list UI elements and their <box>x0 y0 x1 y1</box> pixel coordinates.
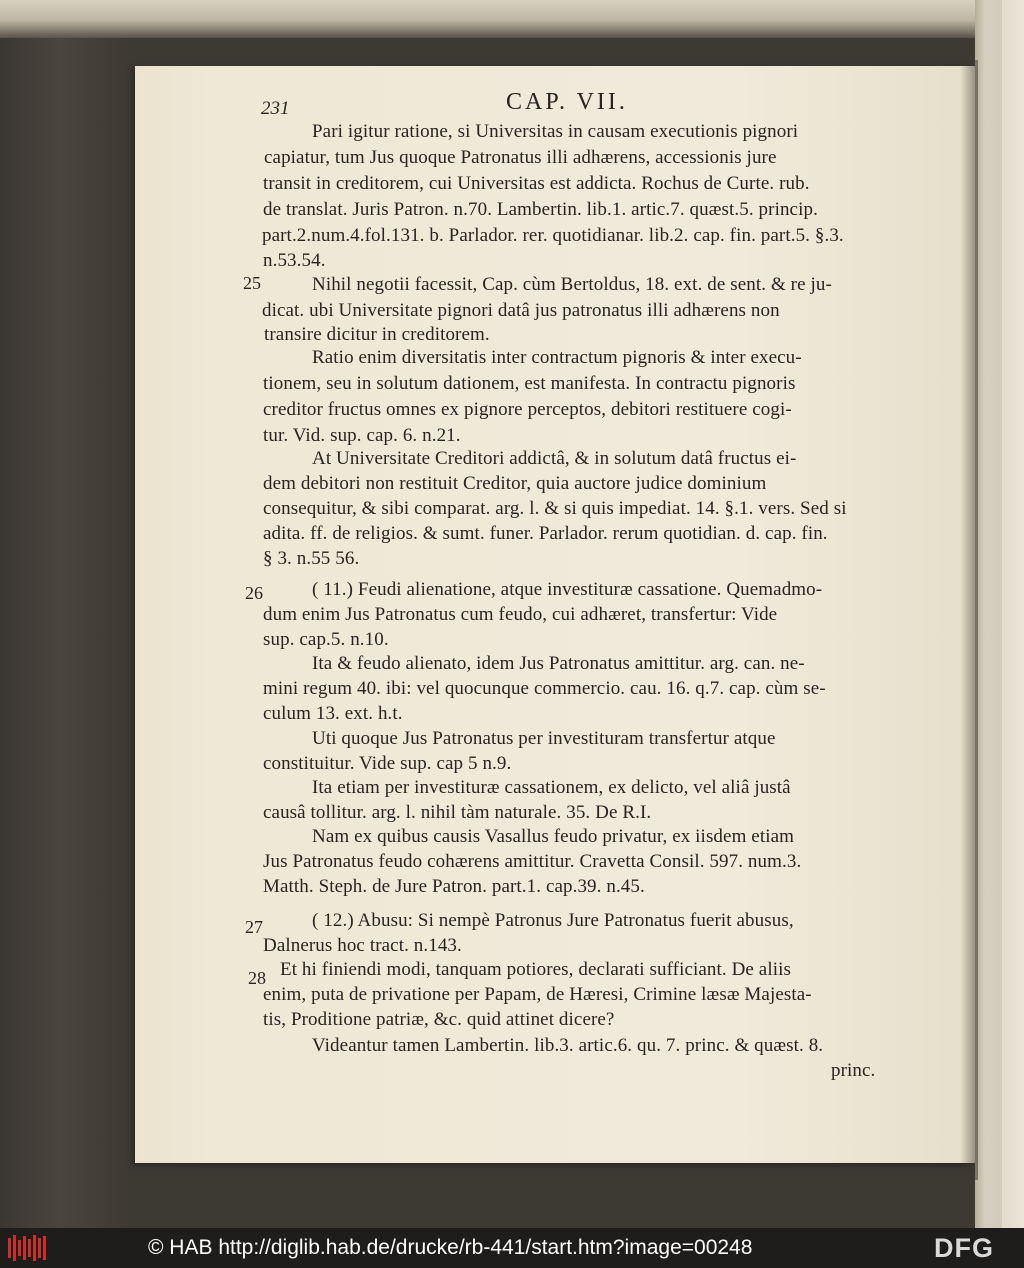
text-line: transire dicitur in creditorem. <box>264 324 490 345</box>
text-line: Matth. Steph. de Jure Patron. part.1. cap.39. n.45. <box>263 876 645 897</box>
page-gutter-shadow <box>960 60 978 1180</box>
text-line: Ita & feudo alienato, idem Jus Patronatus amittitur. arg. can. ne- <box>312 653 805 674</box>
text-line: creditor fructus omnes ex pignore perceptos, debitori restituere cogi- <box>263 399 792 420</box>
text-line: ( 12.) Abusu: Si nempè Patronus Jure Patronatus fuerit abusus, <box>312 910 794 931</box>
text-line: tionem, seu in solutum dationem, est manifesta. In contractu pignoris <box>263 373 796 394</box>
dfg-logo: DFG <box>934 1233 994 1263</box>
text-line: Uti quoque Jus Patronatus per investituram transfertur atque <box>312 728 776 749</box>
text-line: Nihil negotii facessit, Cap. cùm Bertoldus, 18. ext. de sent. & re ju- <box>312 274 832 295</box>
text-line: dicat. ubi Universitate pignori datâ jus patronatus illi adhærens non <box>262 300 780 321</box>
text-line: ( 11.) Feudi alienatione, atque investituræ cassatione. Quemadmo- <box>312 579 823 600</box>
margin-number: 26 <box>245 583 263 603</box>
text-line: dum enim Jus Patronatus cum feudo, cui adhæret, transfertur: Vide <box>263 604 778 625</box>
text-line: capiatur, tum Jus quoque Patronatus illi adhærens, accessionis jure <box>264 147 777 168</box>
hab-logo-icon <box>8 1235 48 1261</box>
copyright-url[interactable]: © HAB http://diglib.hab.de/drucke/rb-441/start.htm?image=00248 <box>148 1236 753 1259</box>
footer-bar <box>0 1228 1024 1268</box>
page-number: 231 <box>261 98 290 119</box>
text-line: At Universitate Creditori addictâ, & in solutum datâ fructus ei- <box>312 448 797 469</box>
text-line: culum 13. ext. h.t. <box>263 703 403 724</box>
text-line: consequitur, & sibi comparat. arg. l. & si quis impediat. 14. §.1. vers. Sed si <box>263 498 847 519</box>
text-line: Nam ex quibus causis Vasallus feudo privatur, ex iisdem etiam <box>312 826 794 847</box>
text-line: Dalnerus hoc tract. n.143. <box>263 935 462 956</box>
text-line: sup. cap.5. n.10. <box>263 629 389 650</box>
text-line: mini regum 40. ibi: vel quocunque commercio. cau. 16. q.7. cap. cùm se- <box>263 678 826 699</box>
margin-number: 25 <box>243 273 261 293</box>
text-line: enim, puta de privatione per Papam, de Hæresi, Crimine læsæ Majesta- <box>263 984 812 1005</box>
text-line: Pari igitur ratione, si Universitas in causam executionis pignori <box>312 121 799 142</box>
text-line: dem debitori non restituit Creditor, quia auctore judice dominium <box>263 473 767 494</box>
margin-number: 28 <box>248 968 266 988</box>
scan-top-edge <box>0 0 1024 38</box>
text-line: tis, Proditione patriæ, &c. quid attinet dicere? <box>263 1009 615 1030</box>
text-line: Jus Patronatus feudo cohærens amittitur. Cravetta Consil. 597. num.3. <box>263 851 802 872</box>
text-line: § 3. n.55 56. <box>263 548 360 569</box>
text-line: n.53.54. <box>263 250 326 271</box>
text-line: constituitur. Vide sup. cap 5 n.9. <box>263 753 512 774</box>
text-line: adita. ff. de religios. & sumt. funer. Parlador. rerum quotidian. d. cap. fin. <box>263 523 828 544</box>
text-line: Ratio enim diversitatis inter contractum pignoris & inter execu- <box>312 347 802 368</box>
text-line: de translat. Juris Patron. n.70. Lambertin. lib.1. artic.7. quæst.5. princip. <box>263 199 818 220</box>
text-line: causâ tollitur. arg. l. nihil tàm naturale. 35. De R.I. <box>263 802 652 823</box>
text-line: transit in creditorem, cui Universitas est addicta. Rochus de Curte. rub. <box>263 173 810 194</box>
text-line: tur. Vid. sup. cap. 6. n.21. <box>263 425 461 446</box>
margin-number: 27 <box>245 917 263 937</box>
text-line: Videantur tamen Lambertin. lib.3. artic.6. qu. 7. princ. & quæst. 8. <box>312 1035 824 1056</box>
text-line: part.2.num.4.fol.131. b. Parlador. rer. quotidianar. lib.2. cap. fin. part.5. §.3. <box>262 225 844 246</box>
text-line: princ. <box>831 1060 876 1081</box>
book-edge-strip <box>1002 0 1024 1228</box>
chapter-heading: CAP. VII. <box>506 89 628 115</box>
text-line: Ita etiam per investituræ cassationem, ex delicto, vel aliâ justâ <box>312 777 791 798</box>
text-line: Et hi finiendi modi, tanquam potiores, declarati sufficiant. De aliis <box>280 959 791 980</box>
